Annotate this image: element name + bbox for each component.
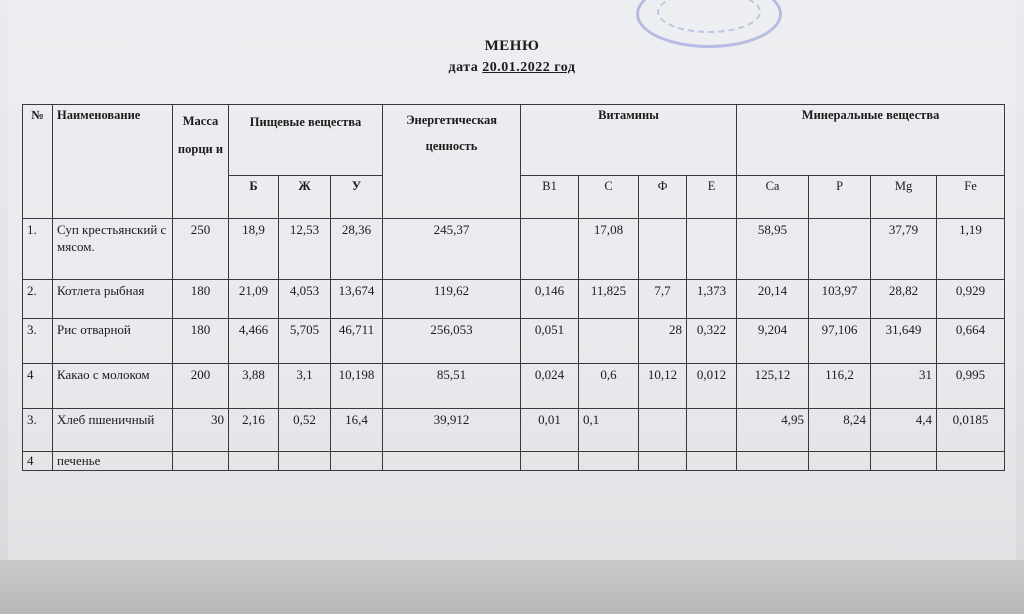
cell-zh: 3,1 bbox=[279, 364, 331, 409]
cell-energy bbox=[383, 452, 521, 471]
cell-f bbox=[639, 452, 687, 471]
cell-mg: 31 bbox=[871, 364, 937, 409]
cell-u: 28,36 bbox=[331, 219, 383, 280]
header-zh: Ж bbox=[279, 176, 331, 219]
cell-mg: 4,4 bbox=[871, 409, 937, 452]
cell-b: 4,466 bbox=[229, 319, 279, 364]
cell-ca bbox=[737, 452, 809, 471]
cell-mg: 28,82 bbox=[871, 280, 937, 319]
header-e: Е bbox=[687, 176, 737, 219]
cell-ca: 20,14 bbox=[737, 280, 809, 319]
header-num: № bbox=[23, 105, 53, 219]
cell-fe: 1,19 bbox=[937, 219, 1005, 280]
table-row bbox=[23, 219, 1005, 280]
header-b1: В1 bbox=[521, 176, 579, 219]
header-f: Ф bbox=[639, 176, 687, 219]
cell-mg: 31,649 bbox=[871, 319, 937, 364]
cell-c: 0,6 bbox=[579, 364, 639, 409]
header-u: У bbox=[331, 176, 383, 219]
cell-energy: 119,62 bbox=[383, 280, 521, 319]
header-name: Наименование bbox=[53, 105, 173, 219]
header-p: Р bbox=[809, 176, 871, 219]
cell-e: 1,373 bbox=[687, 280, 737, 319]
cell-c: 17,08 bbox=[579, 219, 639, 280]
cell-num: 1. bbox=[23, 219, 53, 280]
header-minerals: Минеральные вещества bbox=[737, 105, 1005, 176]
cell-num: 3. bbox=[23, 319, 53, 364]
cell-energy: 85,51 bbox=[383, 364, 521, 409]
cell-num: 4 bbox=[23, 452, 53, 471]
cell-mass: 200 bbox=[173, 364, 229, 409]
header-b: Б bbox=[229, 176, 279, 219]
table-row bbox=[23, 364, 1005, 409]
cell-u: 46,711 bbox=[331, 319, 383, 364]
cell-energy: 245,37 bbox=[383, 219, 521, 280]
cell-mass: 180 bbox=[173, 280, 229, 319]
header-vitamins: Витамины bbox=[521, 105, 737, 176]
cell-name: Хлеб пшеничный bbox=[53, 409, 173, 452]
cell-b bbox=[229, 452, 279, 471]
cell-f: 28 bbox=[639, 319, 687, 364]
header-mass: Масса порци и bbox=[173, 105, 229, 219]
cell-b1: 0,01 bbox=[521, 409, 579, 452]
cell-num: 3. bbox=[23, 409, 53, 452]
header-fe: Fe bbox=[937, 176, 1005, 219]
menu-table bbox=[22, 104, 1005, 471]
table-row bbox=[23, 280, 1005, 319]
cell-b1: 0,146 bbox=[521, 280, 579, 319]
document-title: МЕНЮ bbox=[484, 38, 540, 54]
cell-fe: 0,664 bbox=[937, 319, 1005, 364]
document-date bbox=[0, 60, 1024, 76]
cell-e bbox=[687, 409, 737, 452]
cell-fe: 0,995 bbox=[937, 364, 1005, 409]
cell-p: 116,2 bbox=[809, 364, 871, 409]
cell-name: печенье bbox=[53, 452, 173, 471]
cell-e bbox=[687, 219, 737, 280]
cell-p: 8,24 bbox=[809, 409, 871, 452]
cell-fe: 0,929 bbox=[937, 280, 1005, 319]
cell-zh: 12,53 bbox=[279, 219, 331, 280]
cell-f bbox=[639, 219, 687, 280]
cell-mass: 30 bbox=[173, 409, 229, 452]
cell-b: 21,09 bbox=[229, 280, 279, 319]
cell-c: 0,1 bbox=[579, 409, 639, 452]
cell-name: Какао с молоком bbox=[53, 364, 173, 409]
cell-p bbox=[809, 452, 871, 471]
cell-c bbox=[579, 452, 639, 471]
cell-mg: 37,79 bbox=[871, 219, 937, 280]
cell-f: 7,7 bbox=[639, 280, 687, 319]
cell-u: 10,198 bbox=[331, 364, 383, 409]
header-c: С bbox=[579, 176, 639, 219]
cell-mg bbox=[871, 452, 937, 471]
header-mg: Mg bbox=[871, 176, 937, 219]
cell-zh bbox=[279, 452, 331, 471]
cell-zh: 4,053 bbox=[279, 280, 331, 319]
cell-num: 4 bbox=[23, 364, 53, 409]
cell-p bbox=[809, 219, 871, 280]
table-row bbox=[23, 319, 1005, 364]
cell-mass: 250 bbox=[173, 219, 229, 280]
cell-p: 103,97 bbox=[809, 280, 871, 319]
cell-ca: 58,95 bbox=[737, 219, 809, 280]
header-ca: Са bbox=[737, 176, 809, 219]
cell-energy: 256,053 bbox=[383, 319, 521, 364]
cell-f: 10,12 bbox=[639, 364, 687, 409]
cell-fe: 0,0185 bbox=[937, 409, 1005, 452]
cell-mass: 180 bbox=[173, 319, 229, 364]
cell-energy: 39,912 bbox=[383, 409, 521, 452]
background-surface bbox=[0, 560, 1024, 614]
cell-u: 13,674 bbox=[331, 280, 383, 319]
header-row bbox=[23, 105, 1005, 176]
date-value: 20.01.2022 год bbox=[482, 60, 576, 75]
cell-zh: 0,52 bbox=[279, 409, 331, 452]
cell-b1: 0,024 bbox=[521, 364, 579, 409]
cell-b: 3,88 bbox=[229, 364, 279, 409]
cell-num: 2. bbox=[23, 280, 53, 319]
cell-fe bbox=[937, 452, 1005, 471]
table-row bbox=[23, 409, 1005, 452]
cell-zh: 5,705 bbox=[279, 319, 331, 364]
cell-b1 bbox=[521, 219, 579, 280]
cell-b1: 0,051 bbox=[521, 319, 579, 364]
cell-name: Суп крестьянский с мясом. bbox=[53, 219, 173, 280]
date-prefix: дата bbox=[448, 60, 483, 75]
cell-u: 16,4 bbox=[331, 409, 383, 452]
cell-p: 97,106 bbox=[809, 319, 871, 364]
cell-ca: 125,12 bbox=[737, 364, 809, 409]
cell-b: 18,9 bbox=[229, 219, 279, 280]
cell-f bbox=[639, 409, 687, 452]
cell-e bbox=[687, 452, 737, 471]
cell-b1 bbox=[521, 452, 579, 471]
cell-ca: 9,204 bbox=[737, 319, 809, 364]
header-food: Пищевые вещества bbox=[229, 105, 383, 176]
cell-name: Котлета рыбная bbox=[53, 280, 173, 319]
cell-e: 0,322 bbox=[687, 319, 737, 364]
cell-u bbox=[331, 452, 383, 471]
cell-name: Рис отварной bbox=[53, 319, 173, 364]
header-energy: Энергетическая ценность bbox=[383, 105, 521, 219]
cell-mass bbox=[173, 452, 229, 471]
cell-e: 0,012 bbox=[687, 364, 737, 409]
cell-c: 11,825 bbox=[579, 280, 639, 319]
table-row bbox=[23, 452, 1005, 471]
cell-c bbox=[579, 319, 639, 364]
cell-b: 2,16 bbox=[229, 409, 279, 452]
cell-ca: 4,95 bbox=[737, 409, 809, 452]
